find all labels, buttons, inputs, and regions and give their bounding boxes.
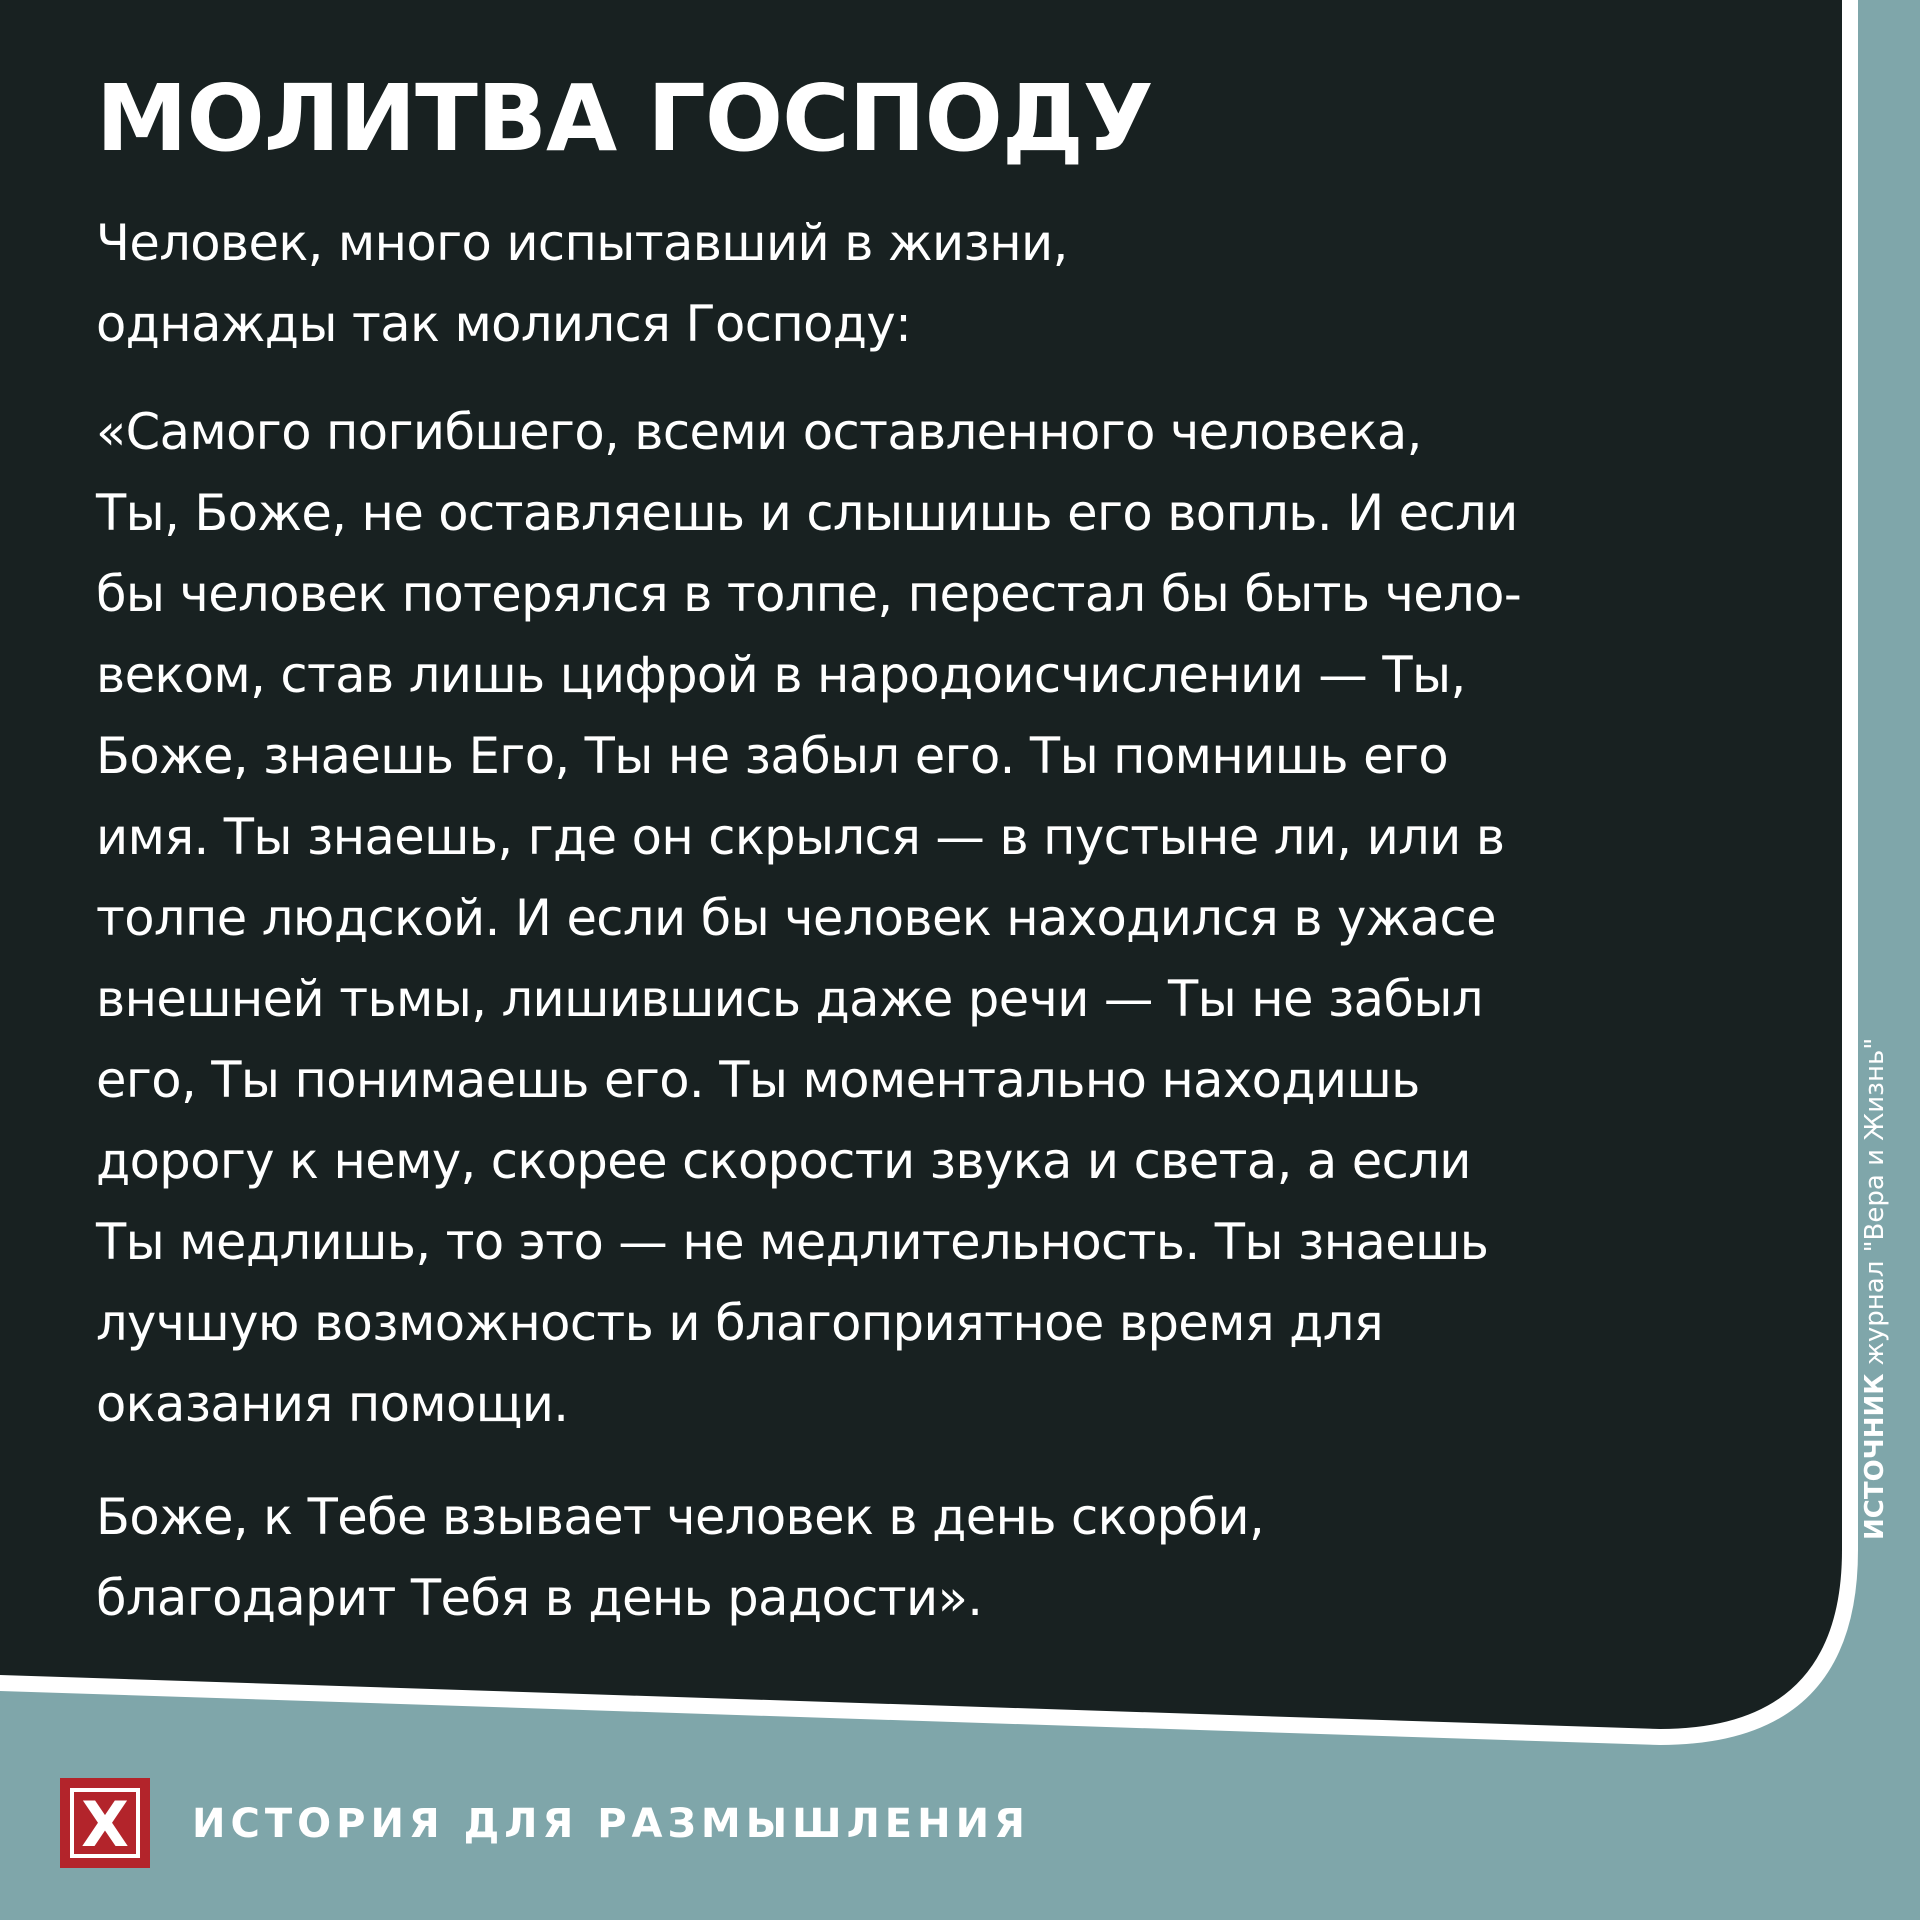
intro-paragraph [96, 203, 1736, 365]
prayer-line: Ты, Боже, не оставляешь и слышишь его вопль. И если [96, 484, 1518, 542]
source-note [1860, 1038, 1890, 1540]
prayer-line: его, Ты понимаешь его. Ты моментально находишь [96, 1051, 1420, 1109]
closing-paragraph [96, 1477, 1736, 1639]
prayer-line: Ты медлишь, то это — не медлительность. Ты знаешь [96, 1213, 1489, 1271]
prayer-paragraph [96, 392, 1736, 1445]
prayer-line: веком, став лишь цифрой в народоисчислении — Ты, [96, 646, 1466, 704]
source-label: ИСТОЧНИК [1860, 1373, 1890, 1540]
prayer-line: бы человек потерялся в толпе, перестал бы быть чело- [96, 565, 1522, 623]
footer-caption: ИСТОРИЯ ДЛЯ РАЗМЫШЛЕНИЯ [192, 1801, 1030, 1847]
prayer-line: имя. Ты знаешь, где он скрылся — в пустыне ли, или в [96, 808, 1505, 866]
source-value: журнал "Вера и Жизнь" [1860, 1037, 1890, 1366]
prayer-line: дорогу к нему, скорее скорости звука и света, а если [96, 1132, 1471, 1190]
logo-letter: X [81, 1788, 129, 1861]
prayer-line: внешней тьмы, лишившись даже речи — Ты не забыл [96, 970, 1483, 1028]
intro-line: Человек, много испытавший в жизни, [96, 214, 1068, 272]
prayer-line: толпе людской. И если бы человек находился в ужасе [96, 889, 1496, 947]
prayer-line: лучшую возможность и благоприятное время для [96, 1294, 1384, 1352]
closing-line: благодарит Тебя в день радости». [96, 1569, 983, 1627]
prayer-line: «Самого погибшего, всеми оставленного человека, [96, 403, 1422, 461]
prayer-line: Боже, знаешь Его, Ты не забыл его. Ты помнишь его [96, 727, 1449, 785]
page-title: МОЛИТВА ГОСПОДУ [96, 65, 1153, 172]
intro-line: однажды так молился Господу: [96, 295, 912, 353]
closing-line: Боже, к Тебе взывает человек в день скорби, [96, 1488, 1265, 1546]
prayer-line: оказания помощи. [96, 1375, 569, 1433]
x-logo-icon [58, 1776, 152, 1870]
